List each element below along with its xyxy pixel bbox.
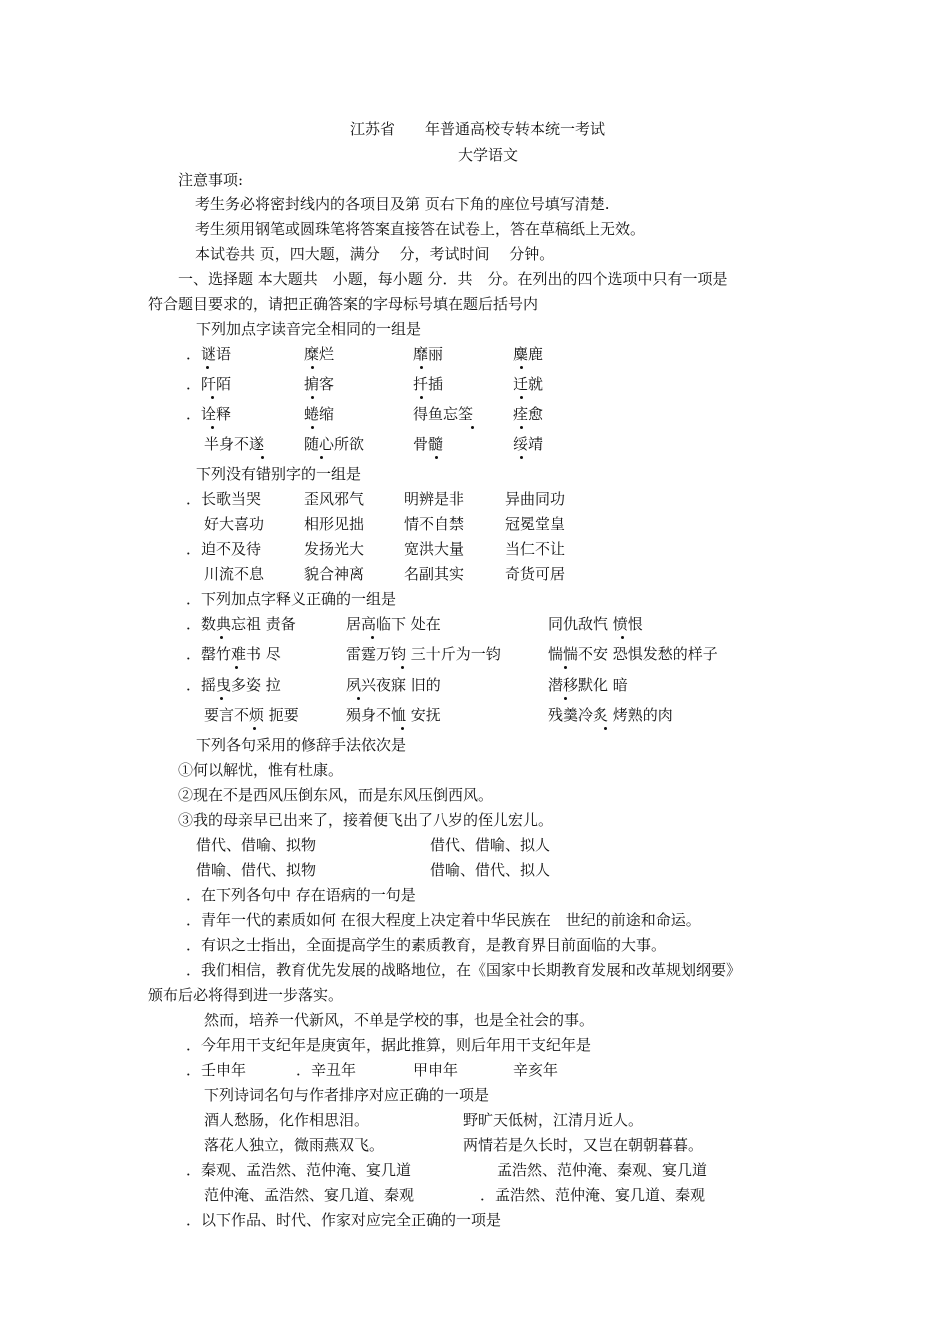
q7-stem: 下列诗词名句与作者排序对应正确的一项是	[204, 1086, 490, 1104]
q7-poem-3: 落花人独立，微雨燕双飞。	[204, 1136, 385, 1154]
q5-option-d: 然而，培养一代新风，不单是学校的事，也是全社会的事。	[204, 1011, 595, 1029]
q7-poem-4: 两情若是久长时，又岂在朝朝暮暮。	[463, 1136, 704, 1154]
q2-stem: 下列没有错别字的一组是	[196, 465, 362, 483]
q1-stem: 下列加点字读音完全相同的一组是	[196, 320, 422, 338]
q8-stem: ．以下作品、时代、作家对应完全正确的一项是	[186, 1211, 502, 1229]
exam-subject: 大学语文	[458, 146, 519, 164]
q1-d-word-3: 骨髓	[413, 435, 444, 453]
q1-c-word-2: 蜷缩	[304, 405, 335, 423]
section-1-instruction-cont: 符合题目要求的，请把正确答案的字母标号填在题后括号内	[148, 295, 539, 313]
q2-d-1: 川流不息	[204, 565, 265, 583]
q7-option-c: 范仲淹、孟浩然、宴几道、秦观	[204, 1186, 415, 1204]
notes-heading: 注意事项:	[178, 171, 244, 189]
q3-c-3: 潜移默化 暗	[548, 676, 628, 694]
q7-option-a: ．秦观、孟浩然、范仲淹、宴几道	[186, 1161, 412, 1179]
q2-b-2: 相形见拙	[304, 515, 365, 533]
q3-b-1: ．罄竹难书 尽	[186, 645, 281, 663]
q1-b-word-1: ．阡陌	[186, 375, 232, 393]
q2-a-1: ．长歌当哭	[186, 490, 262, 508]
q3-b-2: 雷霆万钧 三十斤为一钧	[346, 645, 501, 663]
q2-b-4: 冠冕堂皇	[505, 515, 566, 533]
note-3: 本试卷共 页，四大题，满分 分，考试时间 分钟。	[195, 245, 555, 263]
q2-a-2: 歪风邪气	[304, 490, 365, 508]
q6-option-a: ．壬申年	[186, 1061, 247, 1079]
q4-stem: 下列各句采用的修辞手法依次是	[196, 736, 407, 754]
q4-sentence-3: ③我的母亲早已出来了，接着便飞出了八岁的侄儿宏儿。	[178, 811, 554, 829]
q1-a-word-3: 靡丽	[413, 345, 444, 363]
note-2: 考生须用钢笔或圆珠笔将答案直接答在试卷上，答在草稿纸上无效。	[195, 220, 646, 238]
q4-option-a: 借代、借喻、拟物	[196, 836, 317, 854]
q2-c-2: 发扬光大	[304, 540, 365, 558]
q2-c-1: ．迫不及待	[186, 540, 262, 558]
q2-d-2: 貌合神离	[304, 565, 365, 583]
q2-a-3: 明辨是非	[404, 490, 465, 508]
q1-a-word-1: ．谜语	[186, 345, 232, 363]
q7-poem-1: 酒人愁肠，化作相思泪。	[204, 1111, 370, 1129]
q4-sentence-2: ②现在不是西风压倒东风，而是东风压倒西风。	[178, 786, 494, 804]
q5-option-a: ．青年一代的素质如何 在很大程度上决定着中华民族在 世纪的前途和命运。	[186, 911, 701, 929]
q4-option-c: 借喻、借代、拟物	[196, 861, 317, 879]
q2-b-3: 情不自禁	[404, 515, 465, 533]
q2-c-3: 宽洪大量	[404, 540, 465, 558]
q2-b-1: 好大喜功	[204, 515, 265, 533]
q7-option-d: ．孟浩然、范仲淹、宴几道、秦观	[480, 1186, 706, 1204]
q1-d-word-4: 绥靖	[513, 435, 544, 453]
section-1-instruction: 一、选择题 本大题共 小题，每小题 分．共 分。在列出的四个选项中只有一项是	[178, 270, 728, 288]
q3-a-2: 居高临下 处在	[346, 615, 441, 633]
q3-b-3: 惴惴不安 恐惧发愁的样子	[548, 645, 718, 663]
q5-stem: ．在下列各句中 存在语病的一句是	[186, 886, 416, 904]
q3-d-3: 残羹冷炙 烤熟的肉	[548, 706, 673, 724]
q3-stem: ．下列加点字释义正确的一组是	[186, 590, 397, 608]
q1-c-word-4: 痊愈	[513, 405, 544, 423]
q4-option-b: 借代、借喻、拟人	[430, 836, 551, 854]
q7-poem-2: 野旷天低树，江清月近人。	[463, 1111, 644, 1129]
q1-a-word-2: 糜烂	[304, 345, 335, 363]
q4-option-d: 借喻、借代、拟人	[430, 861, 551, 879]
q7-option-b: 孟浩然、范仲淹、秦观、宴几道	[497, 1161, 708, 1179]
q5-option-c-cont: 颁布后必将得到进一步落实。	[148, 986, 344, 1004]
note-1: 考生务必将密封线内的各项目及第 页右下角的座位号填写清楚.	[195, 195, 610, 213]
q5-option-c: ．我们相信，教育优先发展的战略地位，在《国家中长期教育发展和改革规划纲要》	[186, 961, 742, 979]
q1-b-word-3: 扦插	[413, 375, 444, 393]
q1-c-word-1: ．诠释	[186, 405, 232, 423]
q6-stem: ．今年用干支纪年是庚寅年，据此推算，则后年用干支纪年是	[186, 1036, 592, 1054]
q2-d-3: 名副其实	[404, 565, 465, 583]
q6-option-b: ．辛丑年	[296, 1061, 357, 1079]
q2-d-4: 奇货可居	[505, 565, 566, 583]
q3-a-1: ．数典忘祖 责备	[186, 615, 296, 633]
q1-b-word-4: 迁就	[513, 375, 544, 393]
q1-b-word-2: 掮客	[304, 375, 335, 393]
q3-d-1: 要言不烦 扼要	[204, 706, 299, 724]
q6-option-d: 辛亥年	[513, 1061, 559, 1079]
q1-c-word-3: 得鱼忘筌	[413, 405, 474, 423]
q3-d-2: 殒身不恤 安抚	[346, 706, 441, 724]
q1-d-word-2: 随心所欲	[304, 435, 365, 453]
q1-d-word-1: 半身不遂	[204, 435, 265, 453]
q6-option-c: 甲申年	[413, 1061, 459, 1079]
q3-c-1: ．摇曳多姿 拉	[186, 676, 281, 694]
q4-sentence-1: ①何以解忧，惟有杜康。	[178, 761, 344, 779]
q2-a-4: 异曲同功	[505, 490, 566, 508]
q2-c-4: 当仁不让	[505, 540, 566, 558]
q1-a-word-4: 麋鹿	[513, 345, 544, 363]
exam-title: 江苏省 年普通高校专转本统一考试	[350, 120, 606, 138]
q3-a-3: 同仇敌忾 愤恨	[548, 615, 643, 633]
q5-option-b: ．有识之士指出，全面提高学生的素质教育，是教育界目前面临的大事。	[186, 936, 667, 954]
q3-c-2: 夙兴夜寐 旧的	[346, 676, 441, 694]
